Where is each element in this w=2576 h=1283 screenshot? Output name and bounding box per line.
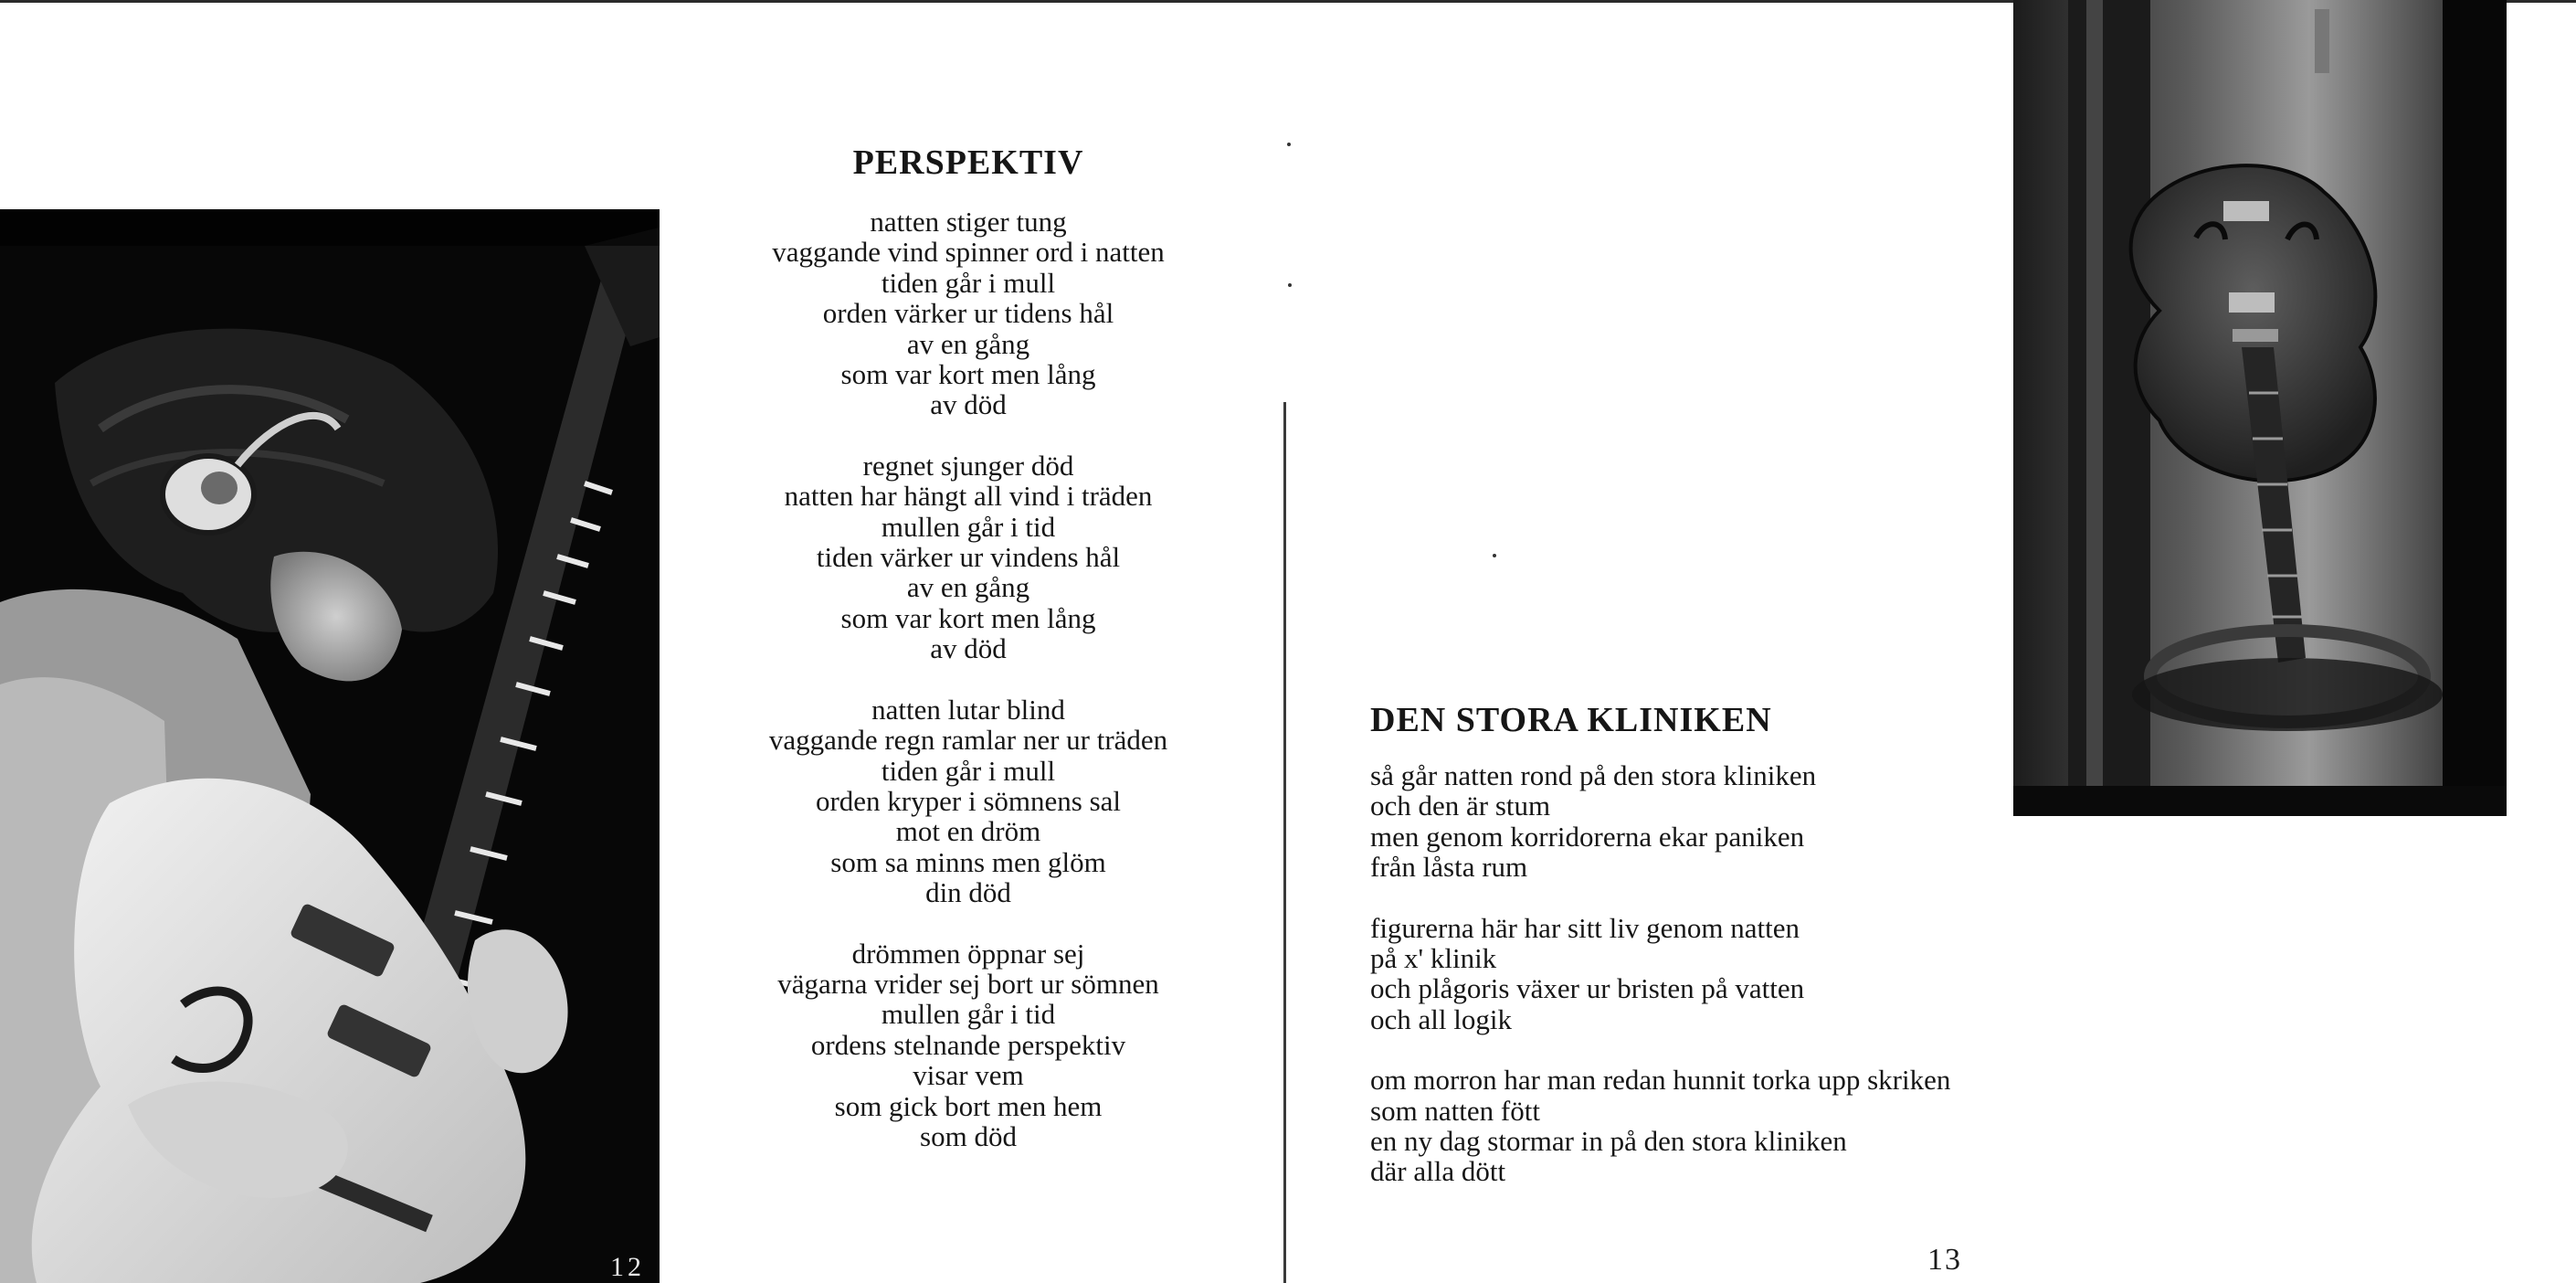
stanza	[694, 451, 1242, 664]
stanza	[694, 938, 1242, 1152]
print-speck	[1288, 283, 1292, 287]
poem-line: på x' klinik	[1370, 942, 1497, 975]
poem-line: tiden värker ur vindens hål	[816, 541, 1121, 574]
stanza	[694, 207, 1242, 420]
poem-line: om morron har man redan hunnit torka upp skriken	[1370, 1064, 1951, 1097]
poem-line: regnet sjunger död	[862, 449, 1074, 482]
poem-line: orden kryper i sömnens sal	[815, 784, 1122, 817]
poem-line: din död	[925, 876, 1011, 909]
poem-line: av död	[930, 632, 1007, 665]
poem-line: och all logik	[1370, 1002, 1512, 1035]
print-speck	[1287, 143, 1291, 146]
poem-line: visar vem	[913, 1059, 1024, 1092]
poem-line: figurerna här har sitt liv genom natten	[1370, 911, 1800, 944]
poem-line: mullen går i tid	[881, 998, 1056, 1031]
poem-line: som natten fött	[1370, 1094, 1540, 1127]
poem-line: tiden går i mull	[881, 754, 1056, 787]
poem-line: som sa minns men glöm	[830, 845, 1106, 878]
poem-line: drömmen öppnar sej	[851, 937, 1085, 970]
poem-line: som död	[920, 1119, 1017, 1152]
poem-line: mot en dröm	[895, 815, 1041, 848]
poem-line: så går natten rond på den stora kliniken	[1370, 759, 1817, 791]
poem-line: och den är stum	[1370, 790, 1551, 822]
poem-title: PERSPEKTIV	[852, 143, 1084, 182]
poem-line: orden värker ur tidens hål	[822, 297, 1114, 330]
poem-den-stora-kliniken	[1370, 695, 2101, 1217]
print-speck	[1493, 554, 1496, 557]
poem-line: vaggande vind spinner ord i natten	[772, 236, 1165, 269]
poem-line: natten stiger tung	[870, 206, 1067, 238]
page-number-right: 13	[1927, 1243, 1962, 1277]
poem-line: vägarna vrider sej bort ur sömnen	[777, 967, 1159, 1000]
poem-line: som gick bort men hem	[834, 1089, 1103, 1122]
stanza	[1370, 760, 2101, 883]
stanza	[1370, 1065, 2101, 1187]
poem-line: tiden går i mull	[881, 266, 1056, 299]
page-number-left: 12	[610, 1252, 645, 1282]
poem-line: en ny dag stormar in på den stora kliniken	[1370, 1125, 1847, 1158]
poem-title: DEN STORA KLINIKEN	[1370, 701, 1772, 739]
poem-line: natten har hängt all vind i träden	[784, 480, 1153, 513]
poem-line: men genom korridorerna ekar paniken	[1370, 820, 1805, 853]
poem-line: som var kort men lång	[840, 358, 1096, 391]
poem-line: som var kort men lång	[840, 601, 1096, 634]
poem-line: av en gång	[906, 327, 1030, 360]
poem-line: av död	[930, 388, 1007, 421]
guitarist-photo	[0, 209, 660, 1283]
poem-line: där alla dött	[1370, 1155, 1506, 1188]
poem-line: natten lutar blind	[871, 693, 1065, 726]
poem-line: av en gång	[906, 571, 1030, 604]
poem-perspektiv	[694, 137, 1242, 1182]
book-gutter	[1283, 402, 1286, 1283]
stanza	[694, 695, 1242, 908]
poem-line: och plågoris växer ur bristen på vatten	[1370, 972, 1805, 1005]
poem-line: mullen går i tid	[881, 510, 1056, 543]
poem-line: från låsta rum	[1370, 851, 1528, 884]
poem-line: vaggande regn ramlar ner ur träden	[768, 724, 1168, 757]
stanza	[1370, 913, 2101, 1035]
poem-line: ordens stelnande perspektiv	[810, 1028, 1126, 1061]
